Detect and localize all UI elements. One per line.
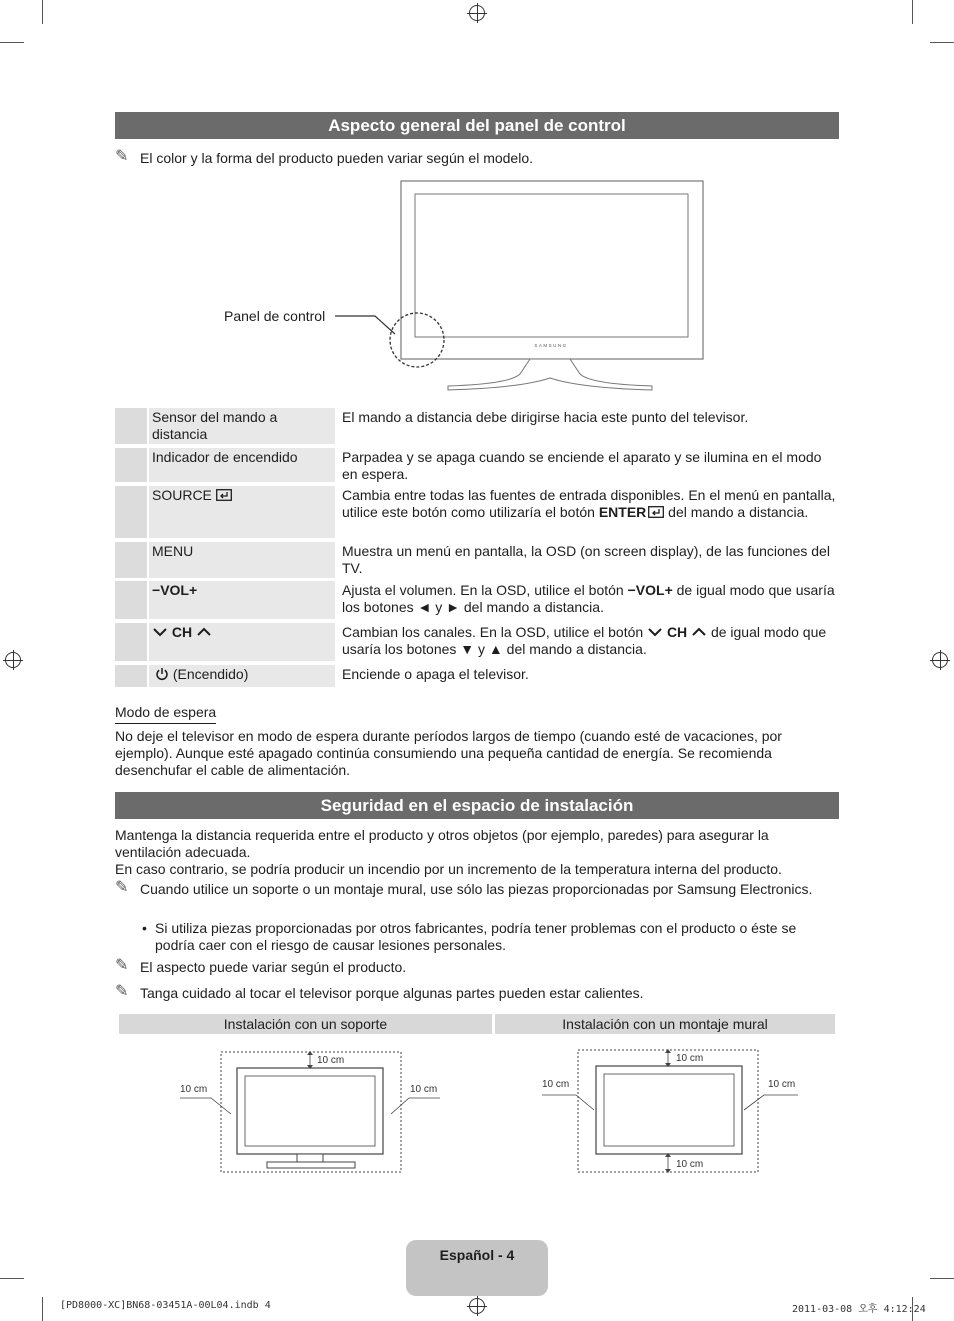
crop-mark: [0, 1278, 24, 1279]
control-name: CH: [149, 623, 335, 661]
crop-mark: [42, 0, 43, 24]
print-timestamp: 2011-03-08 오후 4:12:24: [792, 1304, 926, 1315]
registration-mark-icon: [469, 1298, 485, 1314]
ventilation-paragraph: Mantenga la distancia requerida entre el producto y otros objetos (por ejemplo, paredes) para asegurar la ventilación adecuada.: [115, 827, 769, 860]
pencil-note-icon: ✎: [115, 983, 129, 1000]
file-info: [PD8000-XC]BN68-03451A-00L04.indb 4: [60, 1300, 271, 1311]
note-hot-parts: Tanga cuidado al tocar el televisor porque algunas partes pueden estar calientes.: [140, 985, 644, 1001]
minus-icon: −: [627, 582, 636, 598]
crop-mark: [930, 1278, 954, 1279]
distance-label-left: 10 cm: [180, 1084, 208, 1095]
chevron-down-icon: [152, 627, 168, 637]
control-description: Cambian los canales. En la OSD, utilice el botón CH de igual modo que usaría los botones ▼ y ▲ del mando a distancia.: [342, 624, 827, 657]
control-description: El mando a distancia debe dirigirse hacia este punto del televisor.: [342, 409, 749, 425]
page-number-tab: [406, 1240, 548, 1296]
table-row: [115, 486, 839, 538]
control-name: SOURCE: [149, 486, 335, 538]
crop-mark: [912, 0, 913, 24]
enter-icon: [216, 489, 232, 501]
plus-icon: +: [664, 582, 673, 598]
wall-installation-diagram: [540, 1046, 802, 1176]
distance-label-right: 10 cm: [410, 1084, 438, 1095]
table-row: [115, 542, 839, 578]
power-icon: [155, 667, 169, 681]
control-name: Indicador de encendido: [149, 448, 335, 482]
table-row: [115, 665, 839, 687]
standby-heading: Modo de espera: [115, 704, 216, 724]
control-description: Cambia entre todas las fuentes de entrada disponibles. En el menú en pantalla, utilice este botón como utilizaría el botón ENTER del mando a distancia.: [342, 487, 836, 520]
tv-brand-logo: SAMSUNG: [534, 343, 568, 348]
stand-installation-diagram: [175, 1048, 445, 1174]
wall-installation-heading: Instalación con un montaje mural: [495, 1014, 835, 1034]
crop-mark: [0, 42, 24, 43]
control-name: MENU: [149, 542, 335, 578]
distance-label-left: 10 cm: [542, 1079, 570, 1090]
standby-text: No deje el televisor en modo de espera durante períodos largos de tiempo (cuando esté de vacaciones, por ejemplo). Aunque esté apagado continúa consumiendo una pequeña cantidad de energía. Se recomienda desenchufar el cable de alimentación.: [115, 728, 782, 778]
registration-mark-icon: [469, 5, 485, 21]
note-appearance: El aspecto puede variar según el producto.: [140, 959, 407, 975]
control-description: Muestra un menú en pantalla, la OSD (on screen display), de las funciones del TV.: [342, 543, 830, 576]
distance-label-right: 10 cm: [768, 1079, 796, 1090]
registration-mark-icon: [5, 652, 21, 668]
chevron-up-icon: [691, 627, 707, 637]
chevron-up-icon: [196, 627, 212, 637]
table-row: [115, 448, 839, 482]
callout-label-control-panel: Panel de control: [224, 308, 326, 324]
plus-icon: +: [188, 582, 198, 598]
table-row: [115, 581, 839, 619]
control-description: Enciende o apaga el televisor.: [342, 666, 529, 682]
minus-icon: −: [152, 582, 161, 598]
crop-mark: [42, 1297, 43, 1321]
page-label: Español - 4: [439, 1247, 515, 1263]
section-title-control-panel: Aspecto general del panel de control: [115, 112, 839, 139]
control-name: −VOL+: [149, 581, 335, 619]
chevron-down-icon: [647, 627, 663, 637]
control-description: Parpadea y se apaga cuando se enciende el aparato y se ilumina en el modo en espera.: [342, 449, 822, 482]
crop-mark: [930, 42, 954, 43]
registration-mark-icon: [932, 652, 948, 668]
stand-installation-heading: Instalación con un soporte: [119, 1014, 492, 1034]
section-title-installation-safety: Seguridad en el espacio de instalación: [115, 792, 839, 819]
fire-risk-paragraph: En caso contrario, se podría producir un incendio por un incremento de la temperatura interna del producto.: [115, 861, 782, 877]
note-samsung-parts: Cuando utilice un soporte o un montaje mural, use sólo las piezas proporcionadas por Samsung Electronics.: [140, 881, 813, 897]
distance-label-bottom: 10 cm: [676, 1159, 704, 1170]
distance-label-top: 10 cm: [317, 1055, 345, 1066]
control-description: Ajusta el volumen. En la OSD, utilice el botón −VOL+ de igual modo que usaría los botones ◄ y ► del mando a distancia.: [342, 582, 835, 615]
control-name: (Encendido): [149, 665, 335, 687]
bullet-icon: •: [142, 920, 147, 936]
pencil-note-icon: ✎: [115, 879, 129, 896]
bullet-other-parts: Si utiliza piezas proporcionadas por otros fabricantes, podría tener problemas con el producto o éste se podría caer con el riesgo de causar lesiones personales.: [155, 920, 797, 953]
note-color-shape: El color y la forma del producto pueden variar según el modelo.: [140, 150, 533, 166]
table-row: [115, 408, 839, 444]
pencil-note-icon: ✎: [115, 957, 129, 974]
enter-icon: [648, 506, 664, 518]
tv-front-illustration: [220, 178, 720, 396]
table-row: [115, 623, 839, 661]
pencil-note-icon: ✎: [115, 148, 129, 165]
distance-label-top: 10 cm: [676, 1053, 704, 1064]
control-name: Sensor del mando a distancia: [149, 408, 335, 444]
